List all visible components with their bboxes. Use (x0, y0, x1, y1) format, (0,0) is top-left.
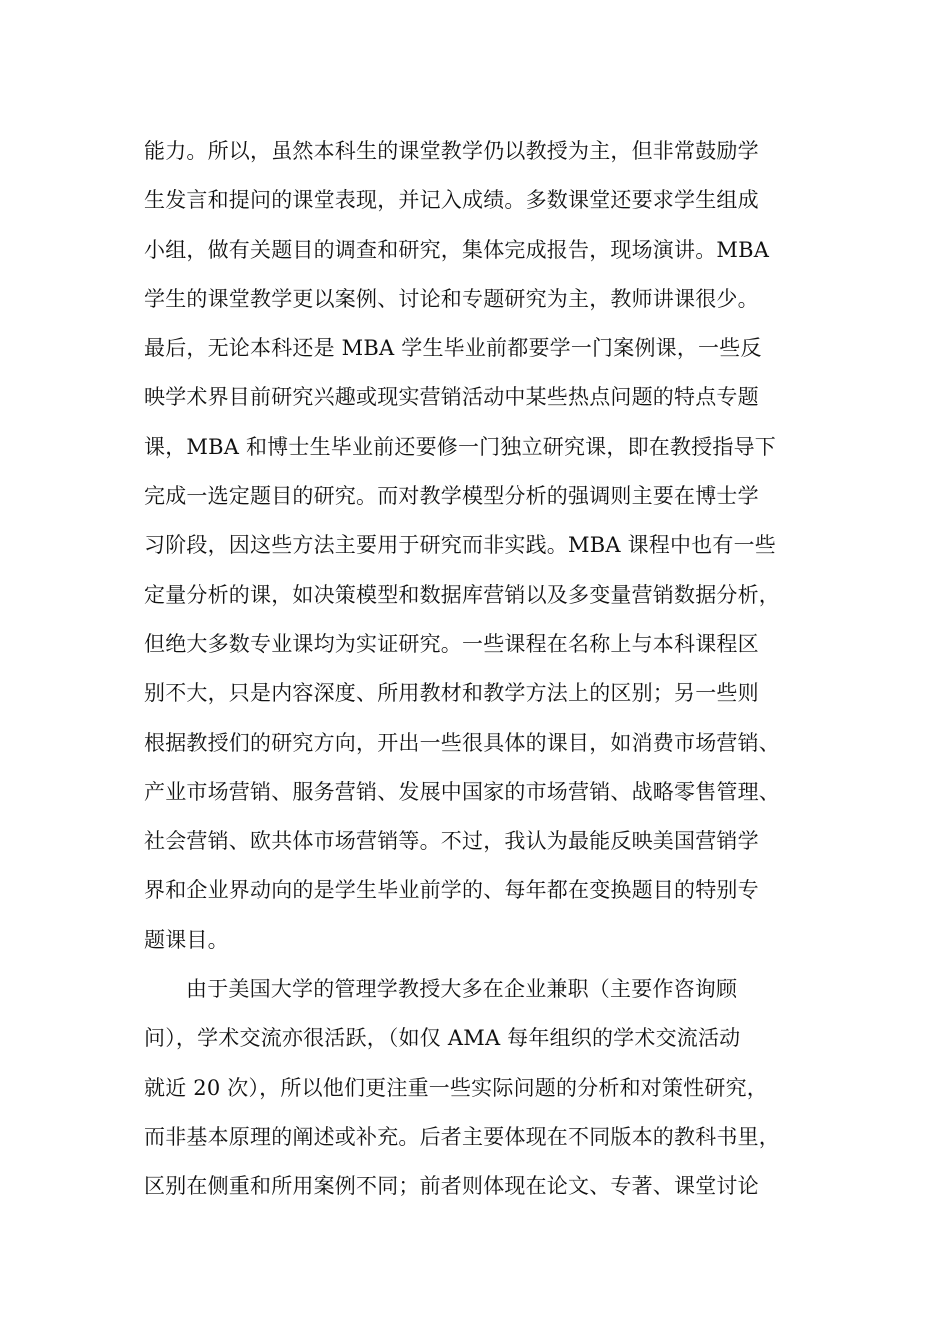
paragraph-2 (144, 965, 844, 1211)
text-line: 由于美国大学的管理学教授大多在企业兼职（主要作咨询顾 (186, 977, 738, 1002)
text-line: 能力。所以，虽然本科生的课堂教学仍以教授为主，但非常鼓励学 (144, 139, 759, 163)
text-line: 映学术界目前研究兴趣或现实营销活动中某些热点问题的特点专题 (144, 385, 759, 410)
text-line: 生发言和提问的课堂表现，并记入成绩。多数课堂还要求学生组成 (144, 188, 759, 213)
text-line: 就近 20 次），所以他们更注重一些实际问题的分析和对策性研究， (144, 1075, 768, 1100)
text-line: 社会营销、欧共体市场营销等。不过，我认为最能反映美国营销学 (144, 829, 759, 854)
text-line: 区别在侧重和所用案例不同；前者则体现在论文、专著、课堂讨论 (144, 1174, 759, 1199)
paragraph-1 (144, 127, 844, 965)
text-line: 题课目。 (144, 927, 229, 952)
text-line: 习阶段，因这些方法主要用于研究而非实践。MBA 课程中也有一些 (144, 533, 776, 558)
text-line: 但绝大多数专业课均为实证研究。一些课程在名称上与本科课程区 (144, 631, 759, 656)
text-line: 小组，做有关题目的调查和研究，集体完成报告，现场演讲。MBA (144, 237, 770, 262)
text-line: 根据教授们的研究方向，开出一些很具体的课目，如消费市场营销、 (144, 730, 780, 755)
text-line: 产业市场营销、服务营销、发展中国家的市场营销、战略零售管理、 (144, 779, 780, 804)
text-line: 最后，无论本科还是 MBA 学生毕业前都要学一门案例课，一些反 (144, 336, 762, 361)
text-line: 问），学术交流亦很活跃，（如仅 AMA 每年组织的学术交流活动 (144, 1026, 741, 1051)
text-line: 而非基本原理的阐述或补充。后者主要体现在不同版本的教科书里， (144, 1124, 780, 1149)
text-line: 界和企业界动向的是学生毕业前学的、每年都在变换题目的特别专 (144, 878, 759, 903)
text-line: 完成一选定题目的研究。而对教学模型分析的强调则主要在博士学 (144, 484, 759, 509)
text-line: 学生的课堂教学更以案例、讨论和专题研究为主，教师讲课很少。 (144, 286, 759, 311)
document-body (144, 127, 844, 1212)
text-line: 定量分析的课，如决策模型和数据库营销以及多变量营销数据分析， (144, 582, 780, 607)
text-line: 别不大，只是内容深度、所用教材和教学方法上的区别；另一些则 (144, 681, 759, 706)
text-line: 课，MBA 和博士生毕业前还要修一门独立研究课，即在教授指导下 (144, 434, 776, 459)
